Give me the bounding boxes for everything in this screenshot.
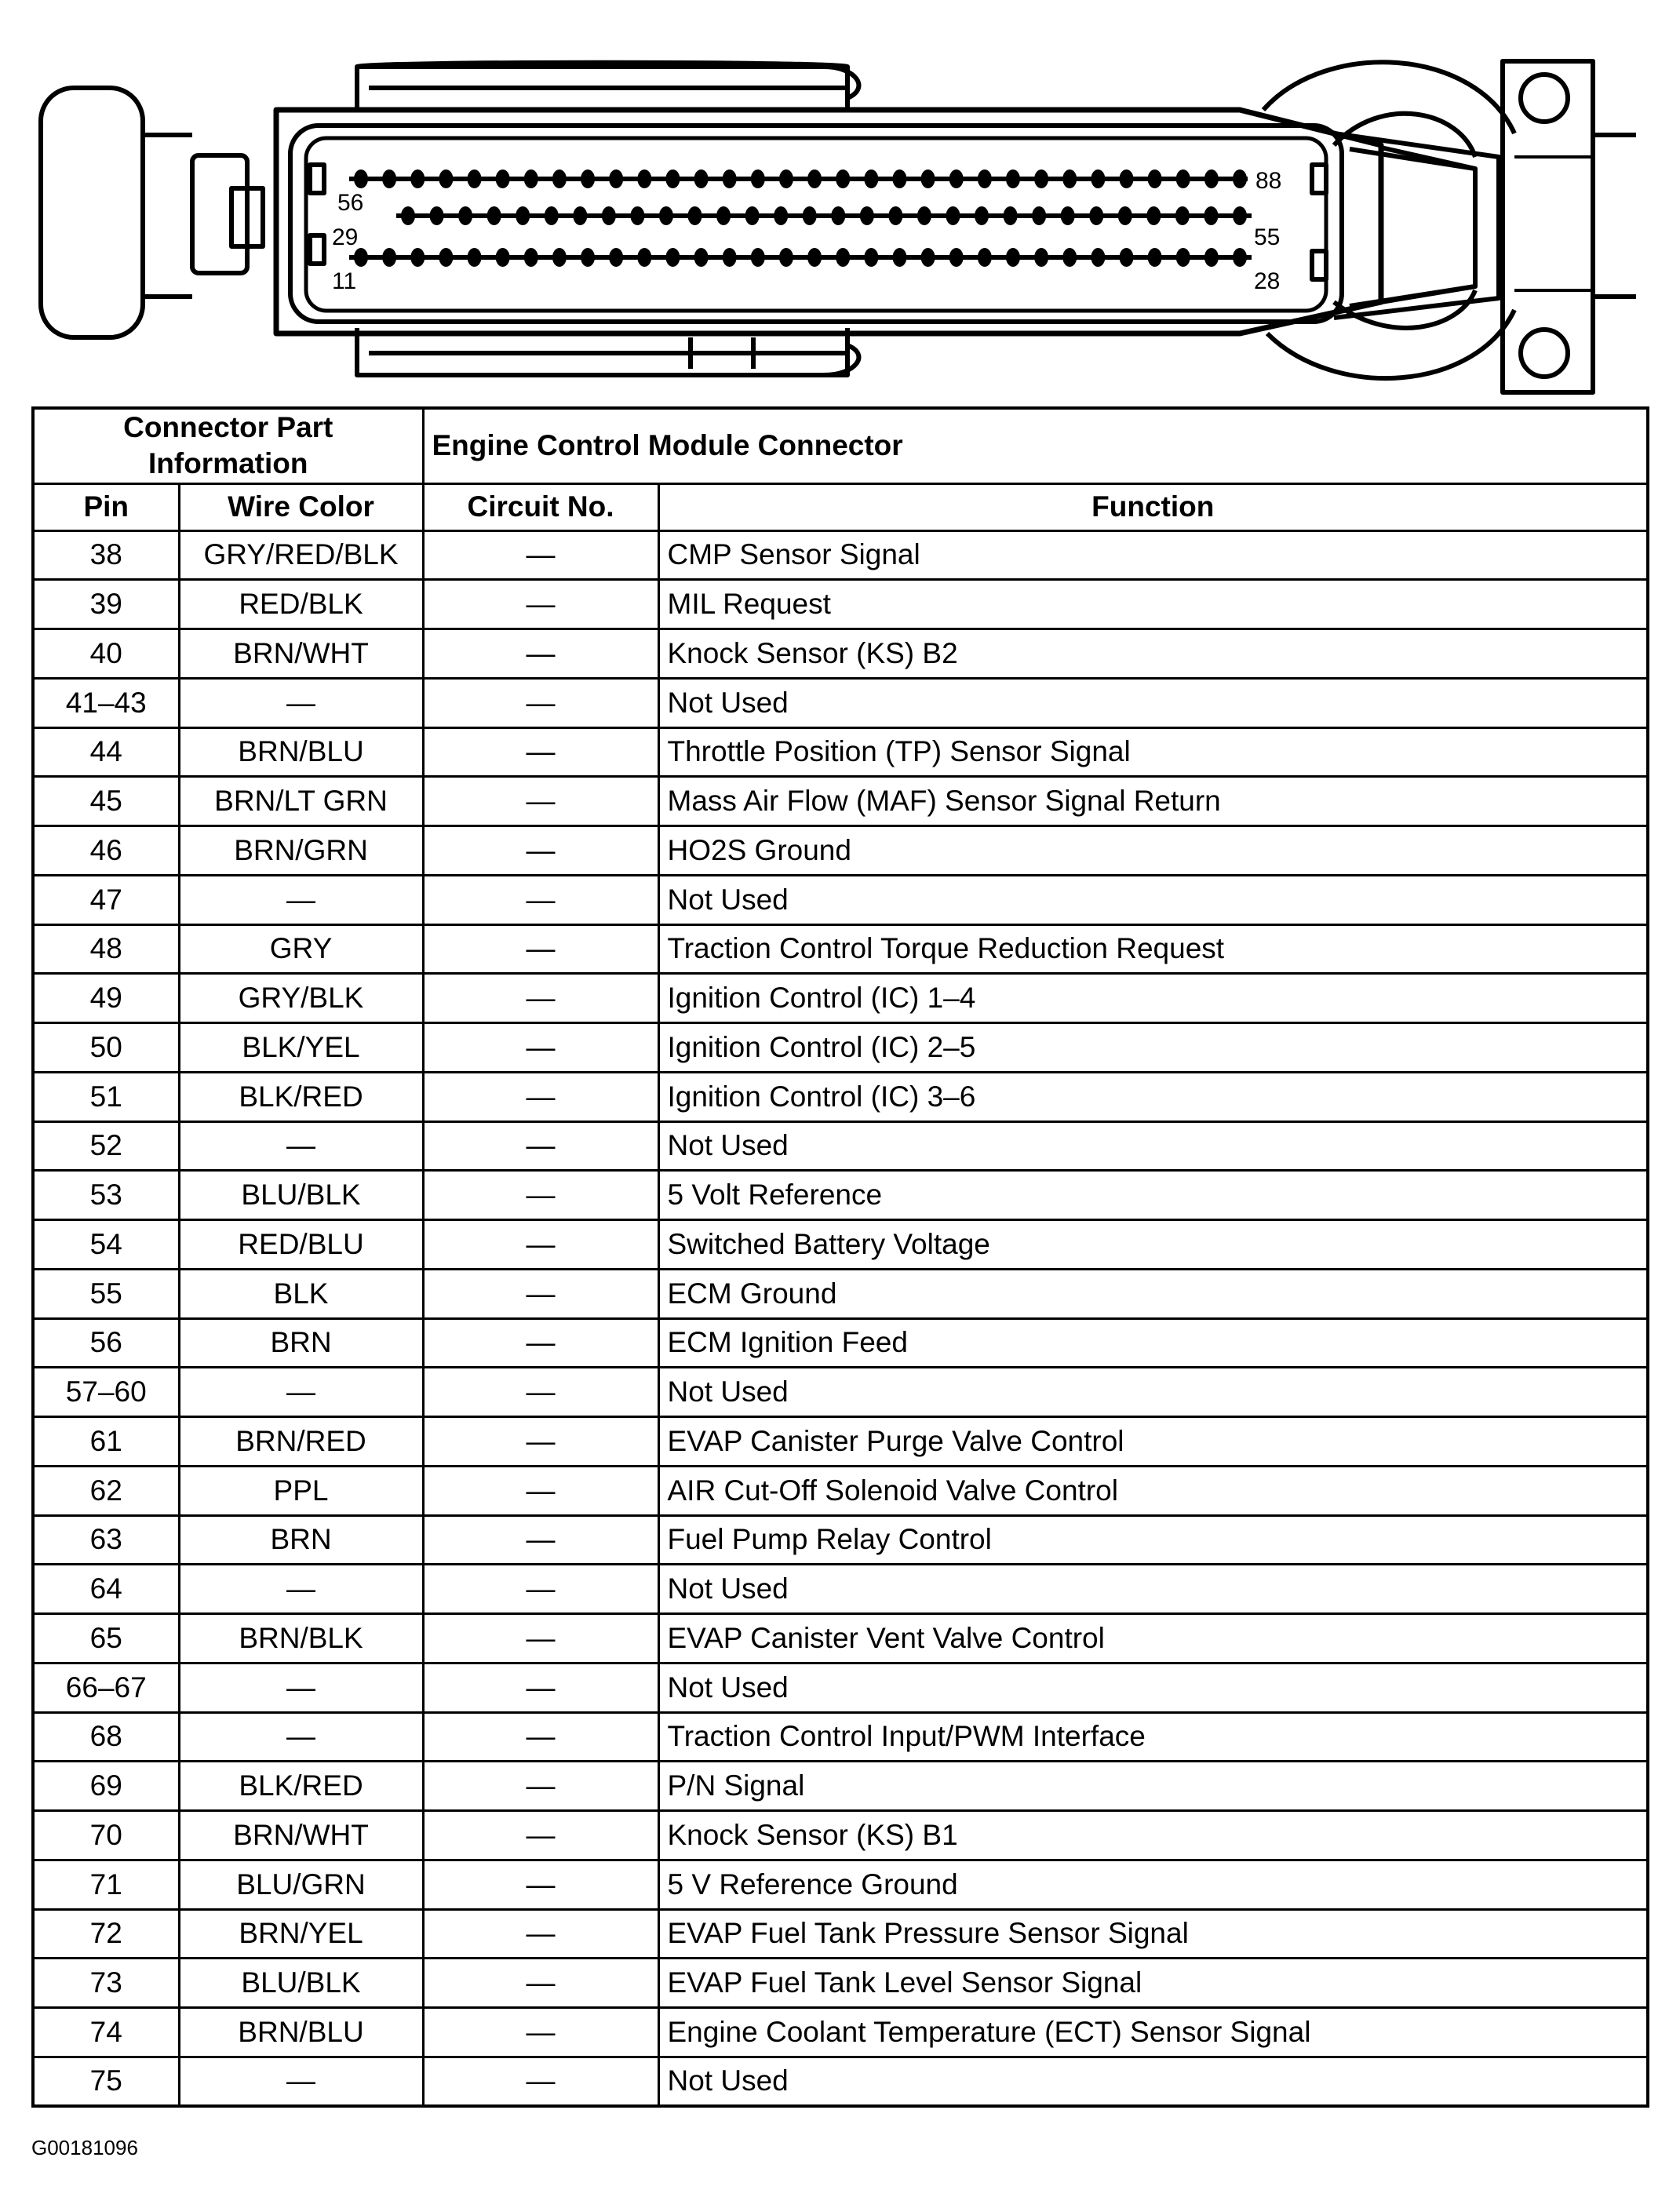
pin-mark xyxy=(458,206,472,225)
table-row xyxy=(33,1811,1648,1860)
wire-color-cell: BLU/BLK xyxy=(179,1171,423,1220)
circuit-no-cell: — xyxy=(423,1318,658,1368)
circuit-no-cell: — xyxy=(423,727,658,777)
pin-mark xyxy=(888,206,902,225)
pin-cell: 38 xyxy=(33,530,179,580)
function-cell: Not Used xyxy=(658,2057,1648,2106)
wire-color-cell: RED/BLK xyxy=(179,580,423,629)
pin-mark xyxy=(864,169,878,188)
pin-mark xyxy=(1062,248,1077,267)
circuit-no-cell: — xyxy=(423,1712,658,1762)
pin-mark xyxy=(921,169,935,188)
pin-cell: 63 xyxy=(33,1515,179,1565)
pin-cell: 62 xyxy=(33,1466,179,1515)
function-cell: Ignition Control (IC) 2–5 xyxy=(658,1023,1648,1073)
wire-color-cell: BLU/GRN xyxy=(179,1860,423,1909)
pin-cell: 73 xyxy=(33,1959,179,2008)
function-cell: Traction Control Torque Reduction Request xyxy=(658,924,1648,974)
pin-cell: 52 xyxy=(33,1121,179,1171)
table-row xyxy=(33,1959,1648,2008)
circuit-no-cell: — xyxy=(423,1663,658,1712)
pin-mark xyxy=(401,206,415,225)
pin-mark xyxy=(581,169,595,188)
pin-cell: 61 xyxy=(33,1417,179,1467)
wire-color-cell: RED/BLU xyxy=(179,1220,423,1270)
pin-cell: 68 xyxy=(33,1712,179,1762)
pin-mark xyxy=(468,248,482,267)
pin-mark xyxy=(1148,169,1162,188)
circuit-no-cell: — xyxy=(423,1368,658,1417)
circuit-no-cell: — xyxy=(423,777,658,826)
table-row xyxy=(33,1023,1648,1073)
wire-color-cell: BRN/YEL xyxy=(179,1909,423,1959)
function-cell: 5 Volt Reference xyxy=(658,1171,1648,1220)
pin-cell: 72 xyxy=(33,1909,179,1959)
table-row xyxy=(33,826,1648,876)
pin-label-11: 11 xyxy=(332,268,357,294)
table-row xyxy=(33,629,1648,679)
pin-mark xyxy=(630,206,644,225)
wire-color-cell: GRY xyxy=(179,924,423,974)
pin-mark xyxy=(836,169,850,188)
function-cell: CMP Sensor Signal xyxy=(658,530,1648,580)
table-row xyxy=(33,924,1648,974)
circuit-no-cell: — xyxy=(423,2008,658,2057)
wire-color-cell: — xyxy=(179,875,423,924)
circuit-no-cell: — xyxy=(423,1811,658,1860)
wire-color-cell: BLK/RED xyxy=(179,1762,423,1811)
pin-mark xyxy=(892,169,906,188)
column-header-circuit-no: Circuit No. xyxy=(423,483,658,530)
table-row xyxy=(33,1318,1648,1368)
pin-mark xyxy=(382,169,396,188)
pin-mark xyxy=(524,169,538,188)
pin-mark xyxy=(1146,206,1161,225)
table-row xyxy=(33,875,1648,924)
pin-label-55: 55 xyxy=(1254,224,1281,250)
circuit-no-cell: — xyxy=(423,974,658,1023)
function-cell: EVAP Canister Vent Valve Control xyxy=(658,1614,1648,1664)
function-cell: Engine Coolant Temperature (ECT) Sensor Signal xyxy=(658,2008,1648,2057)
pin-mark xyxy=(807,169,822,188)
function-cell: EVAP Canister Purge Valve Control xyxy=(658,1417,1648,1467)
circuit-no-cell: — xyxy=(423,1220,658,1270)
circuit-no-cell: — xyxy=(423,1614,658,1664)
pin-mark xyxy=(1006,169,1020,188)
pin-mark xyxy=(1062,169,1077,188)
function-cell: 5 V Reference Ground xyxy=(658,1860,1648,1909)
pin-cell: 47 xyxy=(33,875,179,924)
pin-mark xyxy=(1089,206,1103,225)
table-title: Engine Control Module Connector xyxy=(423,408,1648,483)
circuit-no-cell: — xyxy=(423,1565,658,1614)
wire-color-cell: BLK xyxy=(179,1269,423,1318)
wire-color-cell: GRY/BLK xyxy=(179,974,423,1023)
wire-color-cell: — xyxy=(179,1565,423,1614)
wire-color-cell: — xyxy=(179,1712,423,1762)
pin-cell: 70 xyxy=(33,1811,179,1860)
wire-color-cell: — xyxy=(179,2057,423,2106)
pin-mark xyxy=(1175,206,1190,225)
function-cell: MIL Request xyxy=(658,580,1648,629)
pin-label-29: 29 xyxy=(332,224,359,250)
function-cell: Not Used xyxy=(658,1368,1648,1417)
pin-mark xyxy=(609,169,623,188)
pin-mark xyxy=(573,206,587,225)
function-cell: ECM Ignition Feed xyxy=(658,1318,1648,1368)
pin-mark xyxy=(439,169,453,188)
function-cell: P/N Signal xyxy=(658,1762,1648,1811)
pin-mark xyxy=(1034,248,1048,267)
pin-cell: 40 xyxy=(33,629,179,679)
circuit-no-cell: — xyxy=(423,1171,658,1220)
circuit-no-cell: — xyxy=(423,1023,658,1073)
pin-mark xyxy=(949,248,964,267)
table-row xyxy=(33,1466,1648,1515)
pin-mark xyxy=(892,248,906,267)
function-cell: AIR Cut-Off Solenoid Valve Control xyxy=(658,1466,1648,1515)
table-row xyxy=(33,1663,1648,1712)
circuit-no-cell: — xyxy=(423,580,658,629)
table-row xyxy=(33,1762,1648,1811)
table-row xyxy=(33,1614,1648,1664)
table-row xyxy=(33,1220,1648,1270)
wire-color-cell: BRN xyxy=(179,1515,423,1565)
function-cell: Not Used xyxy=(658,1565,1648,1614)
pin-cell: 50 xyxy=(33,1023,179,1073)
pin-mark xyxy=(975,206,989,225)
function-cell: Throttle Position (TP) Sensor Signal xyxy=(658,727,1648,777)
pin-mark xyxy=(581,248,595,267)
circuit-no-cell: — xyxy=(423,1121,658,1171)
pin-mark xyxy=(779,248,793,267)
pin-mark xyxy=(723,248,737,267)
pin-mark xyxy=(751,169,765,188)
wire-color-cell: — xyxy=(179,1663,423,1712)
column-header-wire-color: Wire Color xyxy=(179,483,423,530)
circuit-no-cell: — xyxy=(423,1269,658,1318)
wire-color-cell: BLU/BLK xyxy=(179,1959,423,2008)
pin-mark xyxy=(949,169,964,188)
pin-mark xyxy=(609,248,623,267)
pin-mark xyxy=(1091,169,1105,188)
pin-mark xyxy=(751,248,765,267)
pin-mark xyxy=(1118,206,1132,225)
pin-cell: 56 xyxy=(33,1318,179,1368)
pin-cell: 71 xyxy=(33,1860,179,1909)
table-row xyxy=(33,777,1648,826)
column-header-pin: Pin xyxy=(33,483,179,530)
pin-mark xyxy=(688,206,702,225)
table-row xyxy=(33,1565,1648,1614)
function-cell: Fuel Pump Relay Control xyxy=(658,1515,1648,1565)
circuit-no-cell: — xyxy=(423,530,658,580)
pin-mark xyxy=(637,169,651,188)
circuit-no-cell: — xyxy=(423,629,658,679)
pin-mark xyxy=(1204,248,1219,267)
pin-mark xyxy=(1091,248,1105,267)
wire-color-cell: — xyxy=(179,678,423,727)
pin-cell: 66–67 xyxy=(33,1663,179,1712)
table-row xyxy=(33,1417,1648,1467)
pin-mark xyxy=(978,248,992,267)
circuit-no-cell: — xyxy=(423,1417,658,1467)
table-row xyxy=(33,1121,1648,1171)
wire-color-cell: — xyxy=(179,1368,423,1417)
pin-mark xyxy=(1006,248,1020,267)
circuit-no-cell: — xyxy=(423,875,658,924)
pin-mark xyxy=(602,206,616,225)
function-cell: Knock Sensor (KS) B1 xyxy=(658,1811,1648,1860)
function-cell: Not Used xyxy=(658,678,1648,727)
pin-label-28: 28 xyxy=(1254,268,1281,294)
wire-color-cell: — xyxy=(179,1121,423,1171)
pin-cell: 69 xyxy=(33,1762,179,1811)
pin-mark xyxy=(917,206,931,225)
pin-mark xyxy=(779,169,793,188)
pin-label-56: 56 xyxy=(337,190,364,216)
pin-mark xyxy=(1204,169,1219,188)
pin-mark xyxy=(860,206,874,225)
wire-color-cell: BRN/WHT xyxy=(179,629,423,679)
ecm-connector-table xyxy=(31,406,1649,2108)
function-cell: Not Used xyxy=(658,1663,1648,1712)
pin-mark xyxy=(516,206,530,225)
wire-color-cell: BRN xyxy=(179,1318,423,1368)
table-row xyxy=(33,1269,1648,1318)
pin-mark xyxy=(439,248,453,267)
pin-mark xyxy=(410,248,425,267)
pin-mark xyxy=(921,248,935,267)
table-row xyxy=(33,1909,1648,1959)
pin-mark xyxy=(803,206,817,225)
pin-mark xyxy=(694,248,709,267)
pin-mark xyxy=(946,206,960,225)
table-row xyxy=(33,1171,1648,1220)
pin-cell: 54 xyxy=(33,1220,179,1270)
wire-color-cell: BRN/BLU xyxy=(179,2008,423,2057)
pin-mark xyxy=(836,248,850,267)
pin-cell: 44 xyxy=(33,727,179,777)
pin-mark xyxy=(430,206,444,225)
pin-mark xyxy=(1032,206,1046,225)
pin-mark xyxy=(665,248,680,267)
table-row xyxy=(33,2057,1648,2106)
pin-cell: 41–43 xyxy=(33,678,179,727)
pin-mark xyxy=(552,248,567,267)
function-cell: Traction Control Input/PWM Interface xyxy=(658,1712,1648,1762)
pin-cell: 57–60 xyxy=(33,1368,179,1417)
function-cell: Not Used xyxy=(658,1121,1648,1171)
pin-mark xyxy=(410,169,425,188)
pin-mark xyxy=(496,169,510,188)
pin-cell: 51 xyxy=(33,1072,179,1121)
pin-mark xyxy=(1233,206,1247,225)
pin-mark xyxy=(637,248,651,267)
function-cell: Knock Sensor (KS) B2 xyxy=(658,629,1648,679)
pin-mark xyxy=(723,169,737,188)
pin-cell: 65 xyxy=(33,1614,179,1664)
pin-cell: 75 xyxy=(33,2057,179,2106)
pin-mark xyxy=(665,169,680,188)
table-row xyxy=(33,2008,1648,2057)
circuit-no-cell: — xyxy=(423,2057,658,2106)
pin-mark xyxy=(745,206,760,225)
pin-cell: 39 xyxy=(33,580,179,629)
pin-mark xyxy=(1004,206,1018,225)
pin-cell: 55 xyxy=(33,1269,179,1318)
pin-cell: 74 xyxy=(33,2008,179,2057)
pin-mark xyxy=(978,169,992,188)
table-row xyxy=(33,678,1648,727)
pin-mark xyxy=(552,169,567,188)
wire-color-cell: PPL xyxy=(179,1466,423,1515)
circuit-no-cell: — xyxy=(423,678,658,727)
pin-mark xyxy=(545,206,559,225)
connector-part-information-header: Connector Part Information xyxy=(33,408,423,483)
table-row xyxy=(33,1515,1648,1565)
pin-label-88: 88 xyxy=(1255,168,1282,194)
pin-mark xyxy=(468,169,482,188)
connector-diagram xyxy=(0,0,1680,404)
wire-color-cell: BRN/RED xyxy=(179,1417,423,1467)
pin-mark xyxy=(864,248,878,267)
function-cell: HO2S Ground xyxy=(658,826,1648,876)
pin-mark xyxy=(1061,206,1075,225)
pin-cell: 45 xyxy=(33,777,179,826)
circuit-no-cell: — xyxy=(423,1860,658,1909)
pin-mark xyxy=(716,206,731,225)
table-row xyxy=(33,974,1648,1023)
table-row xyxy=(33,727,1648,777)
pin-mark xyxy=(1233,169,1247,188)
circuit-no-cell: — xyxy=(423,1909,658,1959)
table-row xyxy=(33,580,1648,629)
pin-mark xyxy=(831,206,845,225)
function-cell: Not Used xyxy=(658,875,1648,924)
column-header-function: Function xyxy=(658,483,1648,530)
circuit-no-cell: — xyxy=(423,1959,658,2008)
pin-mark xyxy=(774,206,788,225)
pin-mark xyxy=(1119,248,1133,267)
pin-cell: 48 xyxy=(33,924,179,974)
table-row xyxy=(33,1860,1648,1909)
table-row xyxy=(33,1712,1648,1762)
pin-mark xyxy=(382,248,396,267)
wire-color-cell: BRN/GRN xyxy=(179,826,423,876)
pin-mark xyxy=(1233,248,1247,267)
circuit-no-cell: — xyxy=(423,1072,658,1121)
pin-mark xyxy=(496,248,510,267)
function-cell: Ignition Control (IC) 1–4 xyxy=(658,974,1648,1023)
pin-mark xyxy=(1119,169,1133,188)
function-cell: Switched Battery Voltage xyxy=(658,1220,1648,1270)
table-row xyxy=(33,530,1648,580)
circuit-no-cell: — xyxy=(423,1762,658,1811)
pin-mark xyxy=(1034,169,1048,188)
wire-color-cell: BRN/BLK xyxy=(179,1614,423,1664)
pin-cell: 46 xyxy=(33,826,179,876)
circuit-no-cell: — xyxy=(423,826,658,876)
function-cell: EVAP Fuel Tank Pressure Sensor Signal xyxy=(658,1909,1648,1959)
table-row xyxy=(33,1072,1648,1121)
pin-mark xyxy=(659,206,673,225)
pin-cell: 49 xyxy=(33,974,179,1023)
function-cell: ECM Ground xyxy=(658,1269,1648,1318)
wire-color-cell: BLK/YEL xyxy=(179,1023,423,1073)
pin-mark xyxy=(1148,248,1162,267)
function-cell: Ignition Control (IC) 3–6 xyxy=(658,1072,1648,1121)
pin-mark xyxy=(524,248,538,267)
pin-mark xyxy=(1204,206,1218,225)
wire-color-cell: BRN/LT GRN xyxy=(179,777,423,826)
pin-mark xyxy=(1176,169,1190,188)
pin-cell: 53 xyxy=(33,1171,179,1220)
wire-color-cell: BRN/BLU xyxy=(179,727,423,777)
pin-mark xyxy=(807,248,822,267)
pin-mark xyxy=(694,169,709,188)
wire-color-cell: BLK/RED xyxy=(179,1072,423,1121)
function-cell: EVAP Fuel Tank Level Sensor Signal xyxy=(658,1959,1648,2008)
table-row xyxy=(33,1368,1648,1417)
figure-code: G00181096 xyxy=(31,2136,138,2159)
pin-mark xyxy=(354,169,368,188)
circuit-no-cell: — xyxy=(423,924,658,974)
pin-mark xyxy=(1176,248,1190,267)
pin-mark xyxy=(354,248,368,267)
circuit-no-cell: — xyxy=(423,1515,658,1565)
wire-color-cell: GRY/RED/BLK xyxy=(179,530,423,580)
wire-color-cell: BRN/WHT xyxy=(179,1811,423,1860)
circuit-no-cell: — xyxy=(423,1466,658,1515)
function-cell: Mass Air Flow (MAF) Sensor Signal Return xyxy=(658,777,1648,826)
pin-cell: 64 xyxy=(33,1565,179,1614)
pin-mark xyxy=(487,206,501,225)
